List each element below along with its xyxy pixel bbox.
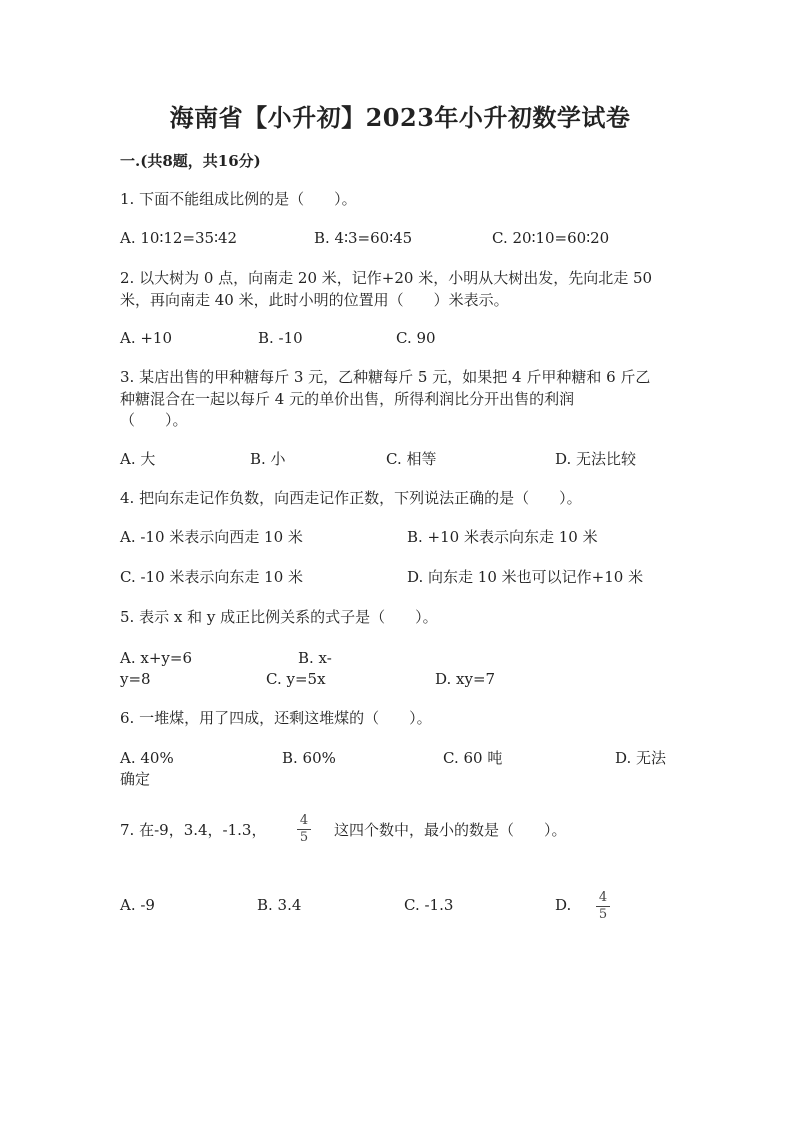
q7-fraction-denominator: 5 [299,830,309,845]
q3-option-c[interactable]: C. 相等 [386,450,437,468]
q7-option-d-fraction[interactable] [596,891,610,922]
q3-stem-line1: 3. 某店出售的甲种糖每斤 3 元，乙种糖每斤 5 元，如果把 4 斤甲种糖和 6 斤乙 [120,368,651,386]
q7-stem-pre: 7. 在-9，3.4，-1.3， [120,821,267,839]
q6-option-b[interactable]: B. 60% [282,749,336,767]
q5-stem: 5. 表示 x 和 y 成正比例关系的式子是（ ）。 [120,608,438,626]
q1-option-a[interactable]: A. 10∶12=35∶42 [120,229,238,247]
q6-option-d-part2[interactable]: 确定 [120,770,151,788]
q5-option-d[interactable]: D. xy=7 [435,670,496,688]
q6-stem: 6. 一堆煤，用了四成，还剩这堆煤的（ ）。 [120,709,432,727]
exam-title: 海南省【小升初】2023年小升初数学试卷 [169,103,631,132]
q7-option-a[interactable]: A. -9 [120,896,155,914]
q7-option-d-denominator: 5 [598,907,608,922]
q5-option-c[interactable]: C. y=5x [266,670,326,688]
q7-fraction-numerator: 4 [299,813,309,828]
q3-stem-line2: 种糖混合在一起以每斤 4 元的单价出售，所得利润比分开出售的利润 [120,390,575,408]
q2-option-a[interactable]: A. +10 [120,329,173,347]
q1-option-c[interactable]: C. 20∶10=60∶20 [492,229,610,247]
q7-option-d[interactable]: D. [555,896,572,914]
q7-option-b[interactable]: B. 3.4 [257,896,302,914]
section-header: 一.(共8题，共16分) [120,152,261,170]
q2-option-c[interactable]: C. 90 [396,329,436,347]
q2-option-b[interactable]: B. -10 [258,329,303,347]
q5-option-a[interactable]: A. x+y=6 [120,649,192,667]
q1-stem: 1. 下面不能组成比例的是（ ）。 [120,190,357,208]
q3-option-d[interactable]: D. 无法比较 [555,450,637,468]
q6-option-d-part1[interactable]: D. 无法 [615,749,667,767]
q5-option-b-part2[interactable]: y=8 [120,670,151,688]
q3-option-a[interactable]: A. 大 [120,450,156,468]
q4-option-a[interactable]: A. -10 米表示向西走 10 米 [120,528,303,546]
q2-stem-line1: 2. 以大树为 0 点，向南走 20 米，记作+20 米，小明从大树出发，先向北走 50 [120,269,653,287]
q5-option-b-part1[interactable]: B. x- [298,649,332,667]
q4-option-b[interactable]: B. +10 米表示向东走 10 米 [407,528,598,546]
q4-stem: 4. 把向东走记作负数，向西走记作正数，下列说法正确的是（ ）。 [120,489,582,507]
q4-option-d[interactable]: D. 向东走 10 米也可以记作+10 米 [407,568,644,586]
q6-option-a[interactable]: A. 40% [120,749,174,767]
q7-stem-post: 这四个数中，最小的数是（ ）。 [334,821,567,839]
q2-stem-line2: 米，再向南走 40 米，此时小明的位置用（ ）米表示。 [120,291,509,309]
q3-stem-line3: （ ）。 [120,411,188,429]
q7-option-c[interactable]: C. -1.3 [404,896,454,914]
q1-option-b[interactable]: B. 4∶3=60∶45 [314,229,413,247]
q3-option-b[interactable]: B. 小 [250,450,286,468]
q4-option-c[interactable]: C. -10 米表示向东走 10 米 [120,568,304,586]
q6-option-c[interactable]: C. 60 吨 [443,749,503,767]
q7-stem-fraction [297,814,311,845]
q7-option-d-numerator: 4 [598,890,608,905]
